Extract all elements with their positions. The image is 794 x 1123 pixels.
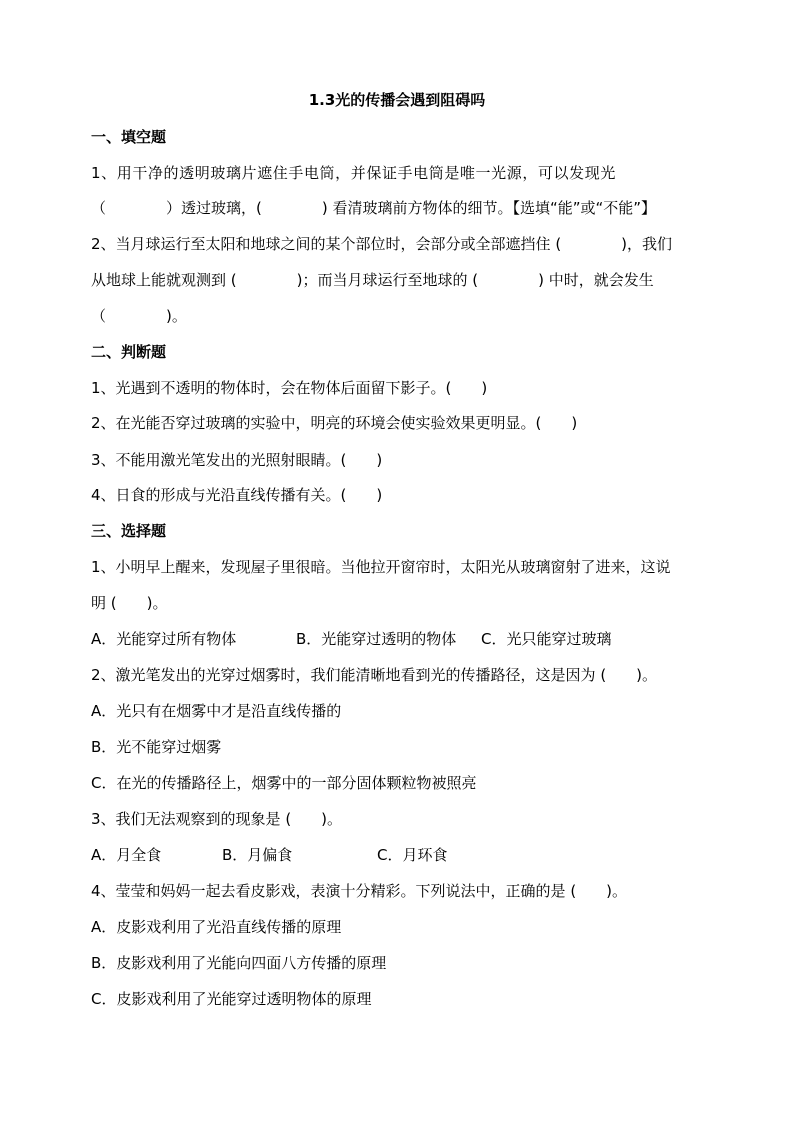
true-false-item-3: 3、不能用激光笔发出的光照射眼睛。( ): [91, 451, 383, 469]
choice-question-4-stem: 4、莹莹和妈妈一起去看皮影戏，表演十分精彩。下列说法中，正确的是 ( )。: [91, 882, 628, 900]
choice-question-1-line-2: 明 ( )。: [91, 594, 168, 612]
true-false-item-1: 1、光遇到不透明的物体时，会在物体后面留下影子。( ): [91, 379, 488, 397]
fill-in-question-2-line-1: 2、当月球运行至太阳和地球之间的某个部位时，会部分或全部遮挡住 ( )，我们: [91, 235, 673, 253]
fill-in-question-1-line-2: （ ）透过玻璃，( ) 看清玻璃前方物体的细节。【选填“能”或“不能”】: [91, 199, 657, 217]
choice-question-4-option-a: A．皮影戏利用了光沿直线传播的原理: [91, 918, 342, 936]
section-heading-multiple-choice: 三、选择题: [91, 522, 167, 540]
fill-in-question-2-line-3: （ )。: [91, 307, 187, 325]
page-title: 1.3光的传播会遇到阻碍吗: [308, 91, 486, 109]
choice-question-2-option-b: B．光不能穿过烟雾: [91, 738, 222, 756]
choice-question-1-option-a: A．光能穿过所有物体: [91, 630, 237, 648]
true-false-item-4: 4、日食的形成与光沿直线传播有关。( ): [91, 486, 383, 504]
choice-question-1-option-c: C．光只能穿过玻璃: [481, 630, 612, 648]
section-heading-true-false: 二、判断题: [91, 343, 167, 361]
true-false-item-2: 2、在光能否穿过玻璃的实验中，明亮的环境会使实验效果更明显。( ): [91, 414, 578, 432]
choice-question-2-stem: 2、激光笔发出的光穿过烟雾时，我们能清晰地看到光的传播路径，这是因为 ( )。: [91, 666, 658, 684]
section-heading-fill-in: 一、填空题: [91, 128, 167, 146]
fill-in-question-2-line-2: 从地球上能就观测到 ( )；而当月球运行至地球的 ( ) 中时，就会发生: [91, 271, 654, 289]
choice-question-1-option-b: B．光能穿过透明的物体: [296, 630, 457, 648]
choice-question-2-option-a: A．光只有在烟雾中才是沿直线传播的: [91, 702, 342, 720]
choice-question-3-option-a: A．月全食: [91, 846, 162, 864]
choice-question-4-option-b: B．皮影戏利用了光能向四面八方传播的原理: [91, 954, 387, 972]
choice-question-1-line-1: 1、小明早上醒来，发现屋子里很暗。当他拉开窗帘时，太阳光从玻璃窗射了进来，这说: [91, 558, 671, 576]
choice-question-3-option-b: B．月偏食: [222, 846, 293, 864]
choice-question-3-stem: 3、我们无法观察到的现象是 ( )。: [91, 810, 343, 828]
choice-question-2-option-c: C．在光的传播路径上，烟雾中的一部分固体颗粒物被照亮: [91, 774, 477, 792]
fill-in-question-1-line-1: 1、用干净的透明玻璃片遮住手电筒，并保证手电筒是唯一光源，可以发现光: [91, 164, 616, 182]
choice-question-4-option-c: C．皮影戏利用了光能穿过透明物体的原理: [91, 990, 372, 1008]
choice-question-3-option-c: C．月环食: [377, 846, 448, 864]
